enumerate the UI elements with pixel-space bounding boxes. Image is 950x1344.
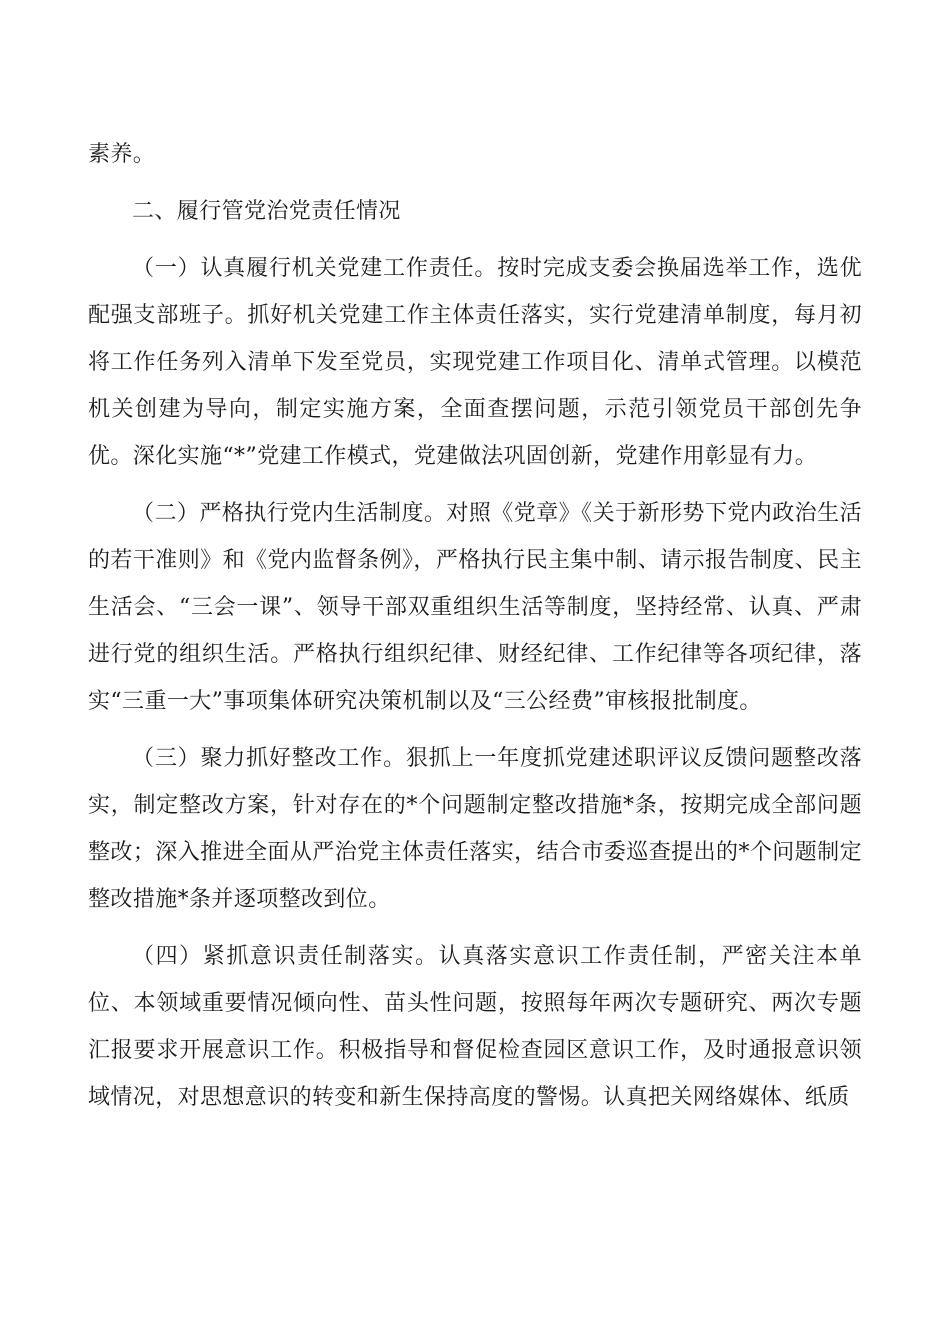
document-body xyxy=(88,131,862,1121)
paragraph-continuation: 素养。 xyxy=(88,142,156,167)
paragraph-item-2: （二）严格执行党内生活制度。对照《党章》《关于新形势下党内政治生活的若干准则》和《党内监督条例》，严格执行民主集中制、请示报告制度、民主生活会、“三会一课”、领导干部双重组织生活等制度，坚持经常、认真、严肃进行党的组织生活。严格执行组织纪律、财经纪律、工作纪律等各项纪律，落实“三重一大”事项集体研究决策机制以及“三公经费”审核报批制度。 xyxy=(88,501,862,714)
paragraph-item-1: （一）认真履行机关党建工作责任。按时完成支委会换届选举工作，选优配强支部班子。抓好机关党建工作主体责任落实，实行党建清单制度，每月初将工作任务列入清单下发至党员，实现党建工作项目化、清单式管理。以模范机关创建为导向，制定实施方案，全面查摆问题，示范引领党员干部创先争优。深化实施“*”党建工作模式，党建做法巩固创新，党建作用彰显有力。 xyxy=(88,256,862,469)
paragraph-item-4: （四）紧抓意识责任制落实。认真落实意识工作责任制，严密关注本单位、本领域重要情况倾向性、苗头性问题，按照每年两次专题研究、两次专题汇报要求开展意识工作。积极指导和督促检查园区意识工作，及时通报意识领域情况，对思想意识的转变和新生保持高度的警惕。认真把关网络媒体、纸质 xyxy=(88,944,862,1110)
paragraph-item-3: （三）聚力抓好整改工作。狠抓上一年度抓党建述职评议反馈问题整改落实，制定整改方案，针对存在的*个问题制定整改措施*条，按期完成全部问题整改；深入推进全面从严治党主体责任落实，结合市委巡查提出的*个问题制定整改措施*条并逐项整改到位。 xyxy=(88,746,862,912)
section-heading: 二、履行管党治党责任情况 xyxy=(132,199,401,224)
